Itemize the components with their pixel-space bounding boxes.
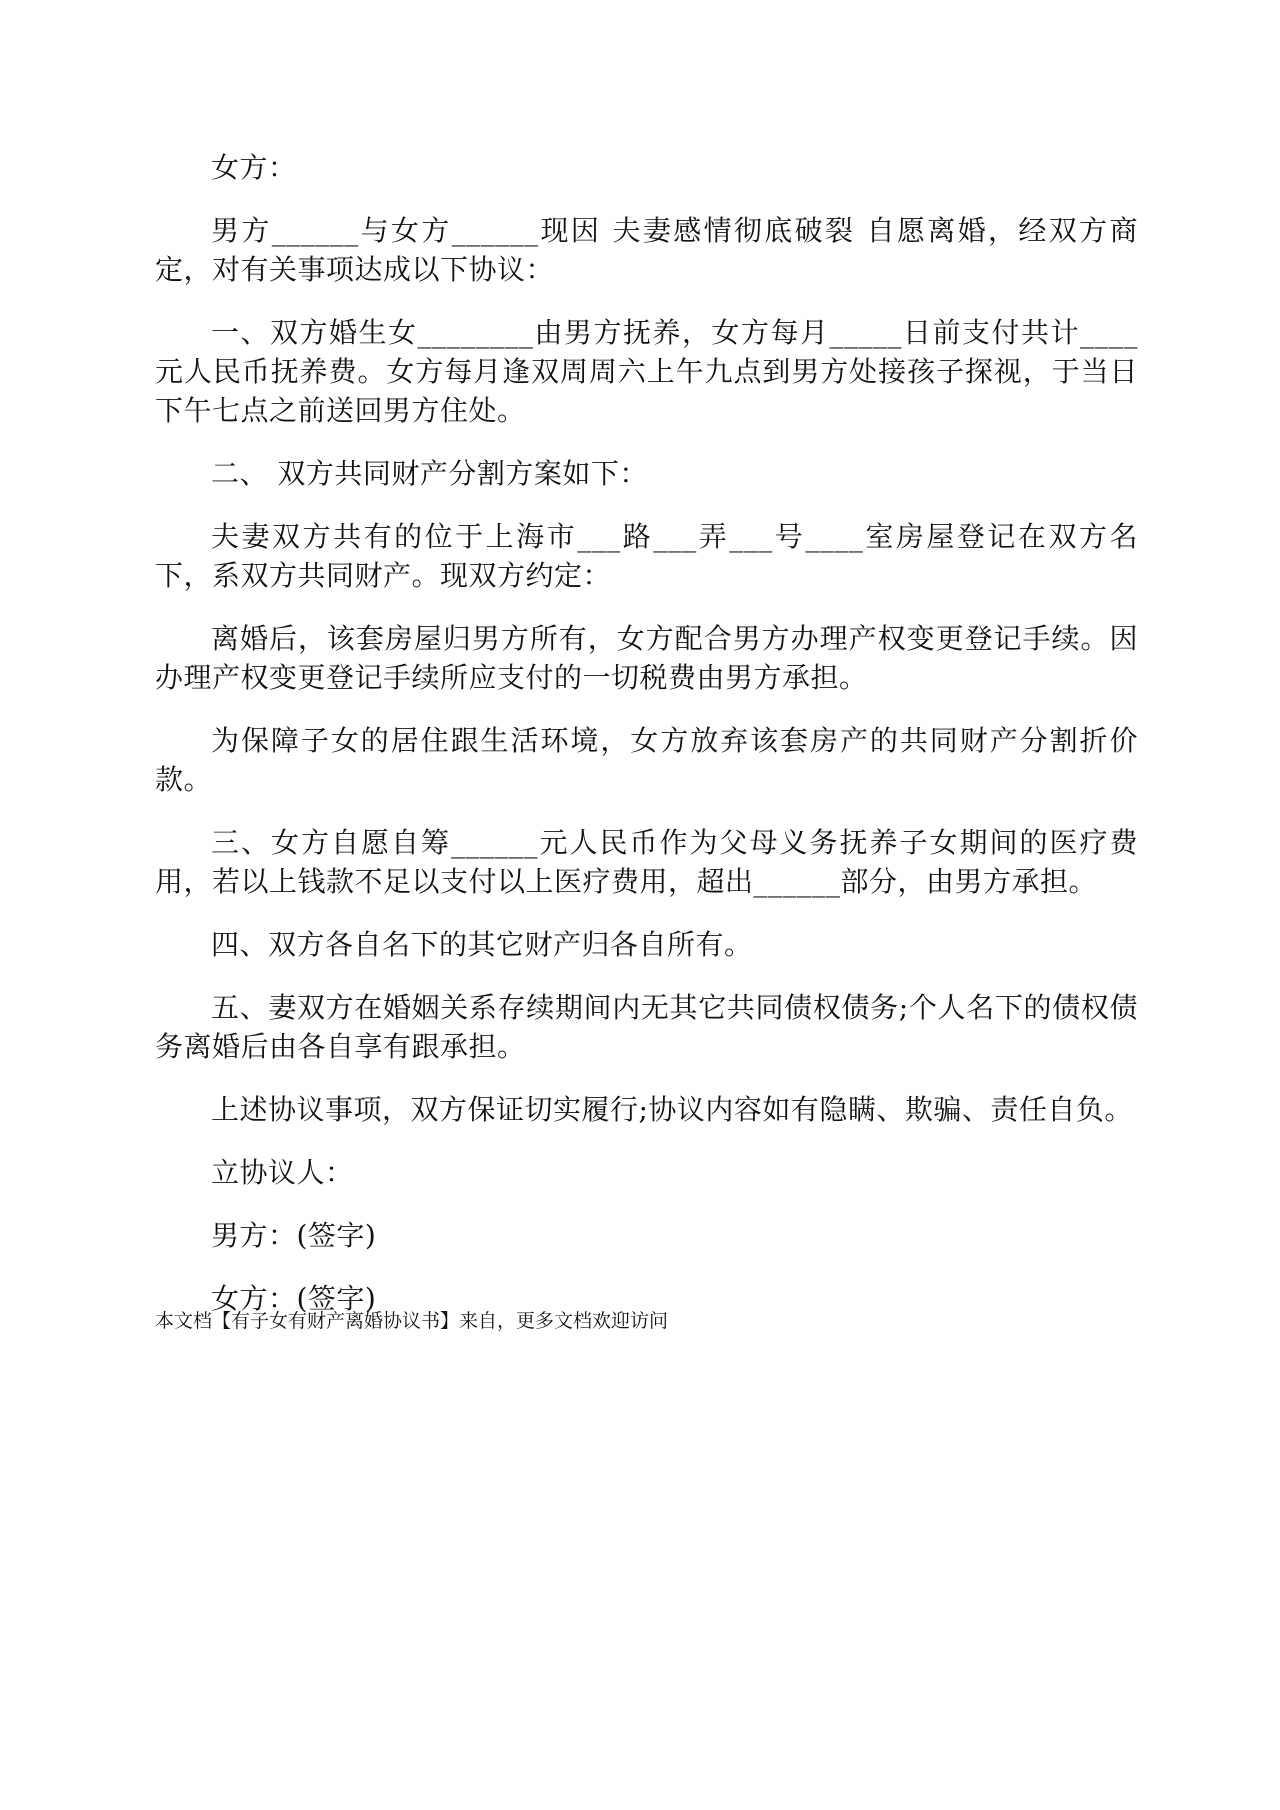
salutation: 女方： (211, 151, 297, 184)
paragraph-clause-4: 四、双方各自名下的其它财产归各自所有。 (211, 928, 753, 961)
paragraph-waiver: 为保障子女的居住跟生活环境，女方放弃该套房产的共同财产分割折价款。 (155, 724, 1138, 796)
paragraph-property: 夫妻双方共有的位于上海市___路___弄___号____室房屋登记在双方名下，系双方共同财产。现双方约定： (155, 520, 1138, 592)
paragraph-clause-3: 三、女方自愿自筹______元人民币作为父母义务抚养子女期间的医疗费用，若以上钱款不足以支付以上医疗费用，超出______部分，由男方承担。 (155, 826, 1138, 898)
signatories-label: 立协议人： (211, 1156, 354, 1189)
document-body (155, 148, 1138, 1342)
signature-male: 男方：(签字) (211, 1219, 377, 1252)
paragraph-guarantee: 上述协议事项，双方保证切实履行;协议内容如有隐瞒、欺骗、责任自负。 (211, 1093, 1133, 1126)
paragraph-house-ownership: 离婚后，该套房屋归男方所有，女方配合男方办理产权变更登记手续。因办理产权变更登记手续所应支付的一切税费由男方承担。 (155, 622, 1138, 694)
paragraph-clause-5: 五、妻双方在婚姻关系存续期间内无其它共同债权债务;个人名下的债权债务离婚后由各自享有跟承担。 (155, 991, 1138, 1063)
document-footer: 本文档【有子女有财产离婚协议书】来自，更多文档欢迎访问 (155, 1310, 669, 1332)
paragraph-clause-1: 一、双方婚生女________由男方抚养，女方每月_____日前支付共计____元人民币抚养费。女方每月逢双周周六上午九点到男方处接孩子探视，于当日下午七点之前送回男方住处。 (155, 316, 1138, 427)
signature-female: 女方：(签字) (211, 1282, 377, 1315)
paragraph-clause-2: 二、 双方共同财产分割方案如下： (211, 457, 648, 490)
paragraph-intro: 男方______与女方______现因 夫妻感情彻底破裂 自愿离婚，经双方商定，对有关事项达成以下协议： (155, 214, 1138, 286)
